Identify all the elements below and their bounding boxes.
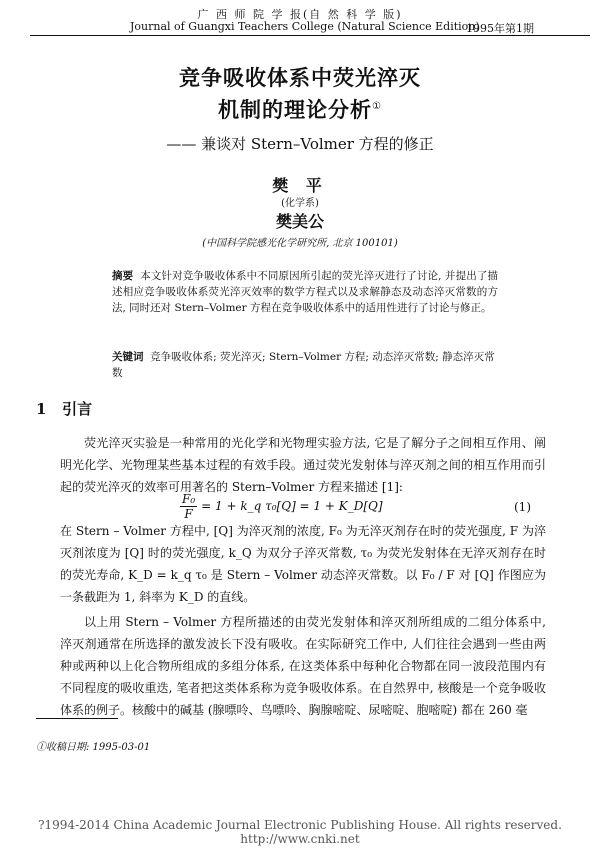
title-line-2-text: 机制的理论分析 xyxy=(218,97,373,122)
section-heading xyxy=(36,398,92,419)
section-number: 1 xyxy=(36,400,47,418)
abstract xyxy=(112,268,498,316)
affiliation-2: (中国科学院感光化学研究所, 北京 100101) xyxy=(202,238,398,249)
title-footnote-mark: ① xyxy=(372,101,382,112)
keywords xyxy=(112,349,498,381)
title-line-2 xyxy=(0,94,600,124)
issue-label: 1995年第1期 xyxy=(466,22,534,35)
equation-number: (1) xyxy=(514,500,531,514)
footnote-rule xyxy=(36,718,118,719)
paragraph-2 xyxy=(60,520,546,608)
abstract-text: 本文针对竞争吸收体系中不同原因所引起的荧光淬灭进行了讨论, 并提出了描述相应竞争吸收体系荧光淬灭效率的数学方程式以及求解静态及动态淬灭常数的方法, 同时还对 Stern–Volmer 方程在竞争吸收体系中的适用性进行了讨论与修正。 xyxy=(112,270,498,314)
subtitle: —— 兼谈对 Stern–Volmer 方程的修正 xyxy=(166,135,434,153)
paragraph-2-text: 在 Stern – Volmer 方程中, [Q] 为淬灭剂的浓度, F₀ 为无淬灭剂存在时的荧光强度, F 为淬灭剂浓度为 [Q] 时的荧光强度, k_Q 为双分子淬灭常数, τ₀ 为荧光发射体在无淬灭剂存在时的荧光寿命, K_D = k_q τ₀ 是 Stern – Volmer 动态淬灭常数。以 F₀ / F 对 [Q] 作图应为一条截距为 1, 斜率为 K_D 的直线。 xyxy=(60,524,546,604)
author-2: 樊美公 xyxy=(275,212,324,231)
equation-1 xyxy=(180,492,383,521)
paragraph-1 xyxy=(60,432,546,498)
journal-name-en: Journal of Guangxi Teachers College (Natural Science Edition) xyxy=(130,20,480,33)
affiliation-1: (化学系) xyxy=(281,198,319,209)
equation-numerator: F₀ xyxy=(182,492,196,506)
equation-rhs: = 1 + k_q τ₀[Q] = 1 + K_D[Q] xyxy=(201,499,383,513)
keywords-text: 竞争吸收体系; 荧光淬灭; Stern–Volmer 方程; 动态淬灭常数; 静态淬灭常数 xyxy=(112,351,495,379)
header-rule xyxy=(30,35,590,36)
paragraph-3-text: 以上用 Stern – Volmer 方程所描述的由荧光发射体和淬灭剂所组成的二组分体系中, 淬灭剂通常在所选择的激发波长下没有吸收。在实际研究工作中, 人们往往会遇到一些由两种或两种以上化合物所组成的多组分体系, 在这类体系中每种化合物都在同一波段范围内有不同程度的吸收重迭, 笔者把这类体系称为竞争吸收体系。在自然界中, 核酸是一个竞争吸收体系的例子。核酸中的碱基 (腺嘌呤、鸟嘌呤、胸腺嘧啶、尿嘧啶、胞嘧啶) 都在 260 毫 xyxy=(60,615,546,717)
abstract-label: 摘要 xyxy=(112,270,134,282)
section-title: 引言 xyxy=(62,400,93,418)
title-line-1: 竞争吸收体系中荧光淬灭 xyxy=(179,65,421,90)
footnote: ①收稿日期: 1995-03-01 xyxy=(36,742,151,753)
paragraph-3 xyxy=(60,611,546,721)
equation-denominator: F xyxy=(184,507,193,521)
journal-name-cn: 广 西 师 院 学 报(自 然 科 学 版) xyxy=(197,8,403,21)
author-1: 樊 平 xyxy=(272,176,328,195)
copyright-notice: ?1994-2014 China Academic Journal Electronic Publishing House. All rights reserved. http://www.cnki.net xyxy=(38,818,562,846)
keywords-label: 关键词 xyxy=(112,351,144,363)
paragraph-1-text: 荧光淬灭实验是一种常用的光化学和光物理实验方法, 它是了解分子之间相互作用、阐明光化学、光物理某些基本过程的有效手段。通过荧光发射体与淬灭剂之间的相互作用而引起的荧光淬灭的效率可用著名的 Stern–Volmer 方程来描述 [1]: xyxy=(60,436,546,494)
equation-fraction xyxy=(180,492,197,521)
